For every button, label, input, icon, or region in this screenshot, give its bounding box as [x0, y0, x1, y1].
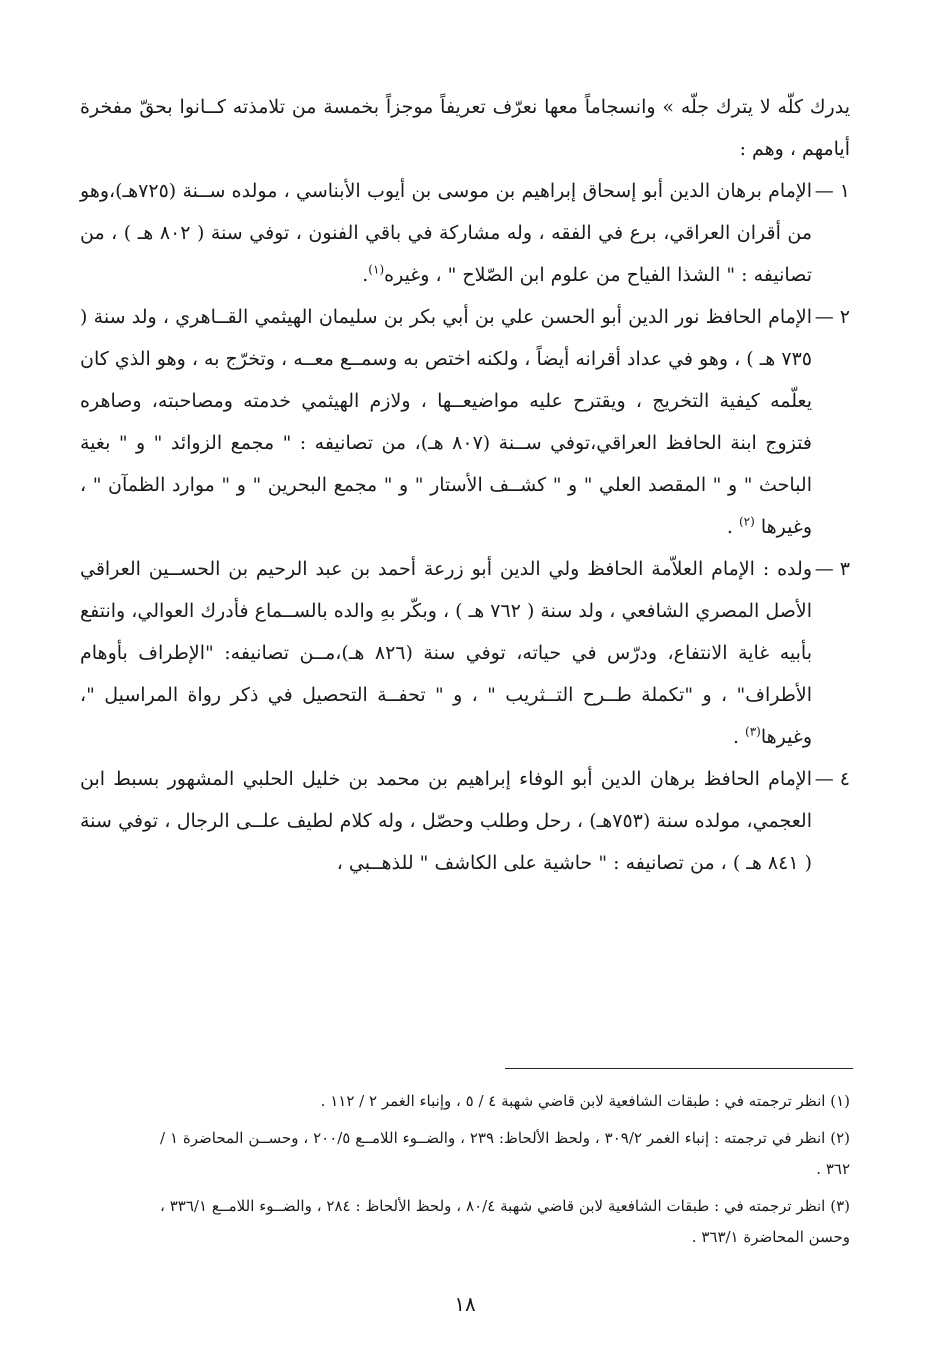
footnote-ref[interactable]: (١) — [368, 262, 385, 277]
footnote: (٣) انظر ترجمته في : طبقات الشافعية لابن قاضي شهبة ٨٠/٤ ، ولحظ الألحاظ : ٢٨٤ ، والضــوء اللامــع ٣٣٦/١ ، وحسن المحاضرة ٣٦٣/١ . — [160, 1197, 850, 1246]
item-number: ٤ — — [814, 768, 850, 790]
list-item — [80, 758, 850, 884]
list-item — [80, 170, 850, 296]
item-number: ٢ — — [814, 306, 850, 328]
item-tail: . — [732, 726, 746, 748]
item-tail: . — [726, 516, 739, 538]
footnotes — [160, 1086, 850, 1259]
page-number: ١٨ — [454, 1292, 476, 1316]
item-tail: . — [362, 264, 369, 286]
footnote: (٢) انظر في ترجمته : إنباء الغمر ٣٠٩/٢ ، ولحظ الألحاظ: ٢٣٩ ، والضــوء اللامــع ٢٠٠/٥ ، وحســن المحاضرة ١ / ٣٦٢ . — [160, 1129, 850, 1178]
footnote-ref[interactable]: (٣) — [745, 724, 761, 739]
item-text: ولده : الإمام العلاّمة الحافظ ولي الدين أبو زرعة أحمد بن عبد الرحيم بن الحســين العراقي الأصل المصري الشافعي ، ولد سنة ( ٧٦٢ هـ ) ، وبكّر بهِ والده بالســماع فأدرك العوالي، وانتفع بأبيه غاية الانتفاع، ودرّس في حياته، توفي سنة (٨٢٦ هـ)،مــن تصانيفه: "الإطراف بأوهام الأطراف" ، و "تكملة طــرح التــثريب " ، و " تحفــة التحصيل في ذكر رواة المراسيل "، وغيرها — [80, 558, 812, 748]
list-item — [80, 296, 850, 548]
footnote-divider — [505, 1068, 853, 1069]
item-text: الإمام الحافظ برهان الدين أبو الوفاء إبراهيم بن محمد بن خليل الحلبي المشهور بسبط ابن العجمي، مولده سنة (٧٥٣هـ) ، رحل وطلب وحصّل ، وله كلام لطيف علــى الرجال ، توفي سنة ( ٨٤١ هـ ) ، من تصانيفه : " حاشية على الكاشف " للذهــبي ، — [80, 768, 812, 874]
footnote-ref[interactable]: (٢) — [738, 514, 755, 529]
footnote: (١) انظر ترجمته في : طبقات الشافعية لابن قاضي شهبة ٤ / ٥ ، وإنباء الغمر ٢ / ١١٢ . — [320, 1092, 850, 1110]
item-text: الإمام الحافظ نور الدين أبو الحسن علي بن أبي بكر بن سليمان الهيثمي القــاهري ، ولد سنة ( ٧٣٥ هـ ) ، وهو في عداد أقرانه أيضاً ، ولكنه اختص به وسمــع معــه ، وتخرّج به ، وهو الذي كان يعلّمه كيفية التخريج ، ويقترح عليه مواضيعــها ، ولازم الهيثمي خدمته ومصاحبته، وصاهره فتزوج ابنة الحافظ العراقي،توفي ســنة (٨٠٧ هـ)، من تصانيفه : " مجمع الزوائد " و " بغية الباحث " و " المقصد العلي " و " كشــف الأستار " و " مجمع البحرين " و " موارد الظمآن " ، وغيرها — [80, 306, 812, 538]
main-text — [80, 86, 850, 884]
item-number: ٣ — — [814, 558, 850, 580]
list-item — [80, 548, 850, 758]
item-text: الإمام برهان الدين أبو إسحاق إبراهيم بن موسى بن أيوب الأبناسي ، مولده ســنة (٧٢٥هـ)،وهو من أقران العراقي، برع في الفقه ، وله مشاركة في باقي الفنون ، توفي سنة ( ٨٠٢ هـ ) ، من تصانيفه : " الشذا الفياح من علوم ابن الصّلاح " ، وغيره — [80, 180, 813, 286]
item-number: ١ — — [814, 180, 850, 202]
intro-paragraph: يدرك كلّه لا يترك جلّه » وانسجاماً معها نعرّف تعريفاً موجزاً بخمسة من تلامذته كــانوا بحقّ مفخرة أيامهم ، وهم : — [80, 96, 850, 160]
